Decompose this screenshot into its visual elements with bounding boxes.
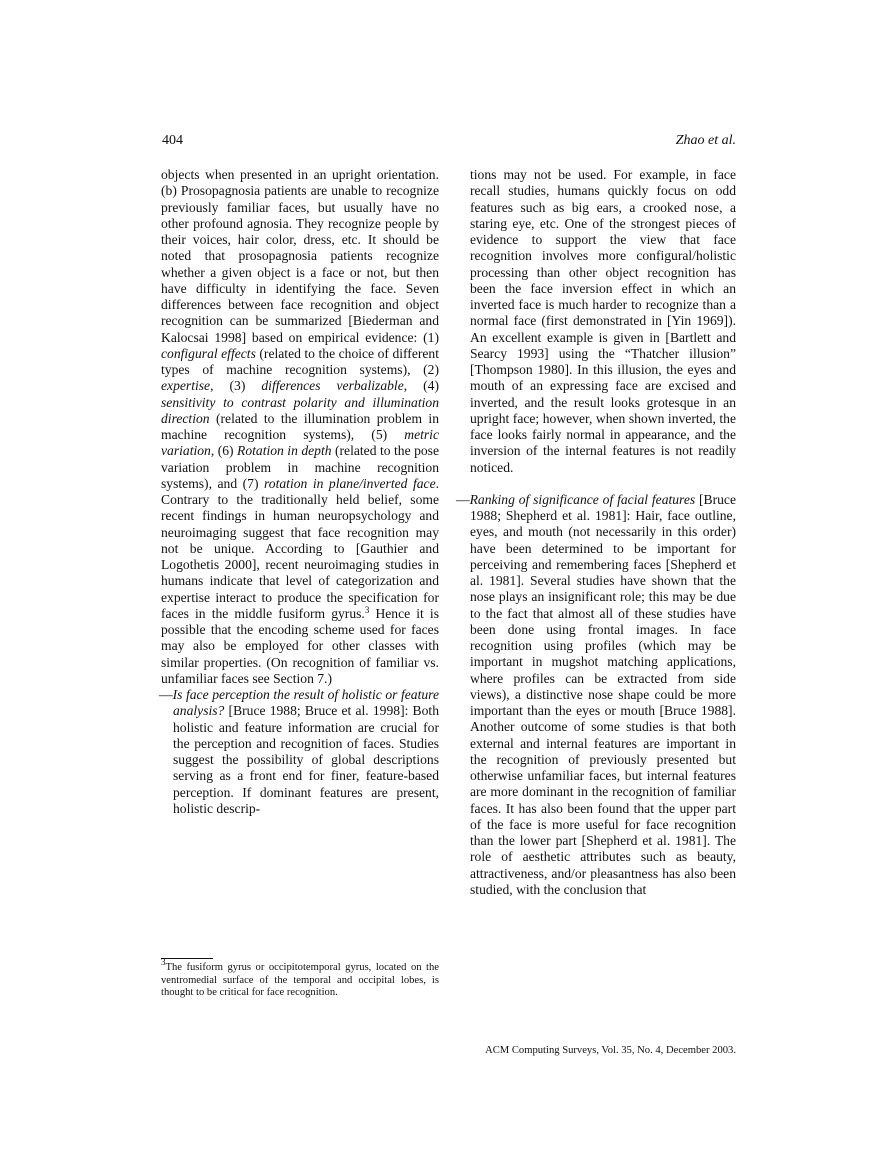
text-run: , (4) <box>403 378 440 394</box>
italic-run: Rotation in depth <box>237 443 332 459</box>
italic-run: expertise <box>161 378 211 394</box>
body-paragraph <box>458 167 736 476</box>
italic-run: rotation in plane/inverted face <box>264 475 436 491</box>
italic-run: sensitivity to contrast polarity and illumination direction <box>161 394 439 426</box>
text-run: — <box>159 687 173 702</box>
text-run: [Bruce 1988; Shepherd et al. 1981]: Hair, face outline, eyes, and mouth (not necessarily in this order) have been determined to be important for perceiving and remembering faces [Shepherd et al. 1981]. Several studies have shown that the nose plays an insignificant role; this may be due to the fact that almost all of these studies have been done using frontal images. In face recognition using profiles (which may be important in mugshot matching applications, where profiles can be extracted from side views), a distinctive nose shape could be more important than the eyes or mouth [Bruce 1988]. Another outcome of some studies is that both external and internal features are important in the recognition of previously presented but otherwise unfamiliar faces, but internal features are more dominant in the recognition of familiar faces. It has also been found that the upper part of the face is more useful for face recognition than the lower part [Shepherd et al. 1981]. The role of aesthetic attributes such as beauty, attractiveness, and/or pleasantness has also been studied, with the conclusion that <box>470 491 736 897</box>
italic-run: Ranking of significance of facial features <box>469 491 696 507</box>
list-item-feature-ranking <box>458 492 736 898</box>
text-run: objects when presented in an upright orientation. (b) Prosopagnosia patients are unable to recognize previously familiar faces, but usually have no other profound agnosia. They recognize people by their voices, hair color, dress, etc. It should be noted that prosopagnosia patients recognize whether a given object is a face or not, but then have difficulty in identifying the face. Seven differences between face recognition and object recognition can be summarized [Biederman and Kalocsai 1998] based on empirical evidence: (1) <box>161 167 439 345</box>
list-item-holistic-analysis <box>161 687 439 817</box>
footnote-text: The fusiform gyrus or occipitotemporal gyrus, located on the ventromedial surface of the temporal and occipital lobes, is thought to be critical for face recognition. <box>161 962 439 998</box>
text-run: tions may not be used. For example, in face recall studies, humans quickly focus on odd features such as big ears, a crooked nose, a staring eye, etc. One of the strongest pieces of evidence to support the view that face recognition involves more configural/holistic processing than other object recognition has been the face inversion effect in which an inverted face is much harder to recognize than a normal face (first demonstrated in [Yin 1969]). An excellent example is given in [Bartlett and Searcy 1993] using the “Thatcher illusion” [Thompson 1980]. In this illusion, the eyes and mouth of an expressing face are excised and inverted, and the result looks grotesque in an upright face; however, when shown inverted, the face looks fairly normal in appearance, and the inversion of the internal features is not readily noticed. <box>470 167 736 475</box>
text-run: (related to the choice of different types of machine recognition systems), (2) <box>161 345 439 377</box>
text-run: , (3) <box>210 378 262 394</box>
text-run: — <box>456 491 470 507</box>
text-run: (related to the pose variation problem in machine recognition systems), and (7) <box>161 443 439 491</box>
right-column <box>458 167 736 898</box>
running-head: Zhao et al. <box>675 133 736 148</box>
journal-footer: ACM Computing Surveys, Vol. 35, No. 4, December 2003. <box>485 1045 736 1056</box>
text-run: [Bruce 1988; Bruce et al. 1998]: Both holistic and feature information are crucial for the perception and recognition of faces. Studies suggest the possibility of global descriptions serving as a front end for finer, feature-based perception. If dominant features are present, holistic descrip- <box>173 703 439 816</box>
body-paragraph <box>161 167 439 687</box>
italic-run: configural effects <box>161 345 256 361</box>
italic-run: differences verbalizable <box>261 378 404 394</box>
text-run: . Contrary to the traditionally held belief, some recent findings in human neuropsychology and neuroimaging suggest that face recognition may not be unique. According to [Gauthier and Logothetis 2000], recent neuroimaging studies in humans indicate that level of categorization and expertise interact to produce the specification for faces in the middle fusiform gyrus. <box>161 475 440 621</box>
text-run: (related to the illumination problem in machine recognition systems), (5) <box>161 410 439 442</box>
italic-run: Is face perception the result of holistic or feature analysis? <box>172 687 439 719</box>
footnote-ref: 3 <box>364 604 370 615</box>
italic-run: metric variation <box>161 427 439 459</box>
footnote-rule <box>161 958 213 959</box>
footnote-marker: 3 <box>161 957 166 967</box>
text-run: Hence it is possible that the encoding scheme used for faces may also be employed for other classes with similar properties. (On recognition of familiar vs. unfamiliar faces see Section 7.) <box>161 605 439 686</box>
left-column <box>161 167 439 817</box>
text-run: , (6) <box>210 443 238 459</box>
page-number: 404 <box>162 133 183 148</box>
footnote <box>161 957 439 1000</box>
